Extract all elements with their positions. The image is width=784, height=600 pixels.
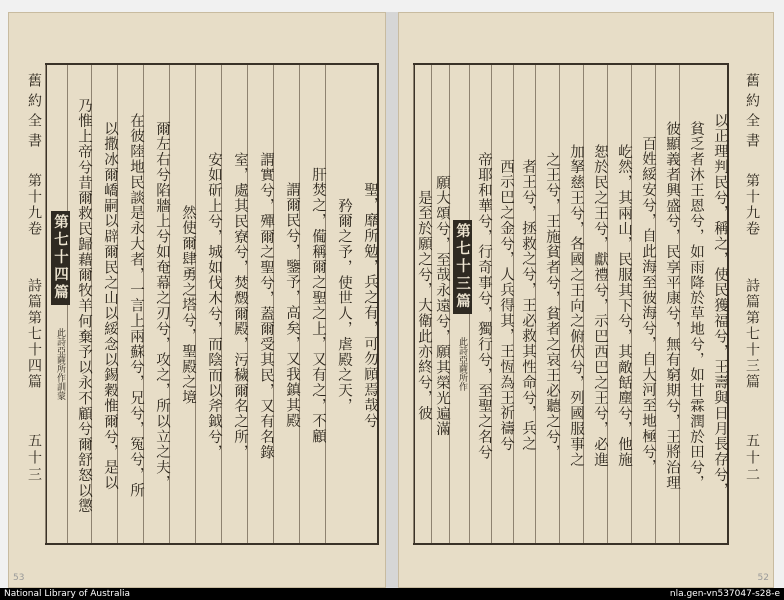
right-running-head-book: 舊約全書 <box>744 73 760 153</box>
left-title-column <box>45 65 67 543</box>
left-page-number: 五十三 <box>26 433 42 484</box>
left-column: 乃惟上帝兮昔爾救民歸藉爾牧羊何棄予以永不顧兮爾舒怒以懲 <box>67 65 91 543</box>
book-gutter <box>386 12 398 588</box>
right-page <box>398 12 774 588</box>
left-running-head-volume: 第十九卷 <box>26 173 42 237</box>
right-column: 恕於民之王兮，獻禮兮，示巴西巴之王兮，必進 <box>583 65 607 543</box>
left-running-head-chapter: 詩篇第七十四篇 <box>26 278 42 390</box>
right-column: 彼顯義者興盛兮，民享平康兮，無有窮期兮，王將治理 <box>655 65 679 543</box>
right-title-column <box>449 65 469 543</box>
right-column: 是至於願之兮，大衛此亦終兮，彼 <box>413 65 431 543</box>
right-column: 屹然，其兩山，民服其下兮，其敵餂塵兮，他施 <box>607 65 631 543</box>
left-page <box>8 12 386 588</box>
footer-bar <box>0 588 784 600</box>
right-column: 加拏慈王兮，各國之王向之俯伏兮，列國服事之 <box>559 65 583 543</box>
left-column: 室，處其民寮兮，焚燬爾殿，污穢爾名之所， <box>221 65 247 543</box>
footer-library-name: National Library of Australia <box>4 589 131 599</box>
left-column: 矜爾之予，使世人，虐殿之天， <box>325 65 351 543</box>
right-column: 西示巴之金兮，人兵得其，王恆為王祈禱兮 <box>491 65 513 543</box>
right-running-head-volume: 第十九卷 <box>744 173 760 237</box>
right-column: 百姓綏安兮，自此海至彼海兮，自大河至地極兮， <box>631 65 655 543</box>
right-page-number: 五十二 <box>744 433 760 484</box>
left-column: 謂實兮，殫爾之聖兮，蓋爾受其民，又有名錄 <box>247 65 273 543</box>
left-column: 在彼陸地民談是永大者，一言上兩蘇兮，兄兮，冤兮，所 <box>117 65 143 543</box>
left-column: 肝焚之，僃稱爾之聖之上，又有之，不顧 <box>299 65 325 543</box>
right-chapter-title: 第七十三篇 <box>453 220 472 314</box>
left-column: 安如斫上兮，城如伐木兮，而陰而以斧鉞兮， <box>195 65 221 543</box>
right-column: 之王兮，王施貧者兮，貧者之哀王必聽之兮， <box>535 65 559 543</box>
right-column: 貧乏者沐王恩兮，如雨降於草地兮，如甘霖潤於田兮， <box>679 65 703 543</box>
right-column: 帝耶和華兮，行奇事兮，獨行兮，至聖之名兮 <box>469 65 491 543</box>
left-running-head-book: 舊約全書 <box>26 73 42 153</box>
right-text-frame <box>413 63 729 545</box>
left-chapter-title: 第七十四篇 <box>51 211 70 305</box>
left-column: 爾左右兮陷牆上兮如奄幕之刃兮，攻之，所以立之夫， <box>143 65 169 543</box>
left-column: 然使爾肆勇之塔兮，聖殿之境 <box>169 65 195 543</box>
footer-identifier: nla.gen-vn537047-s28-e <box>669 589 780 599</box>
left-text-frame <box>45 63 379 545</box>
left-stamp-number: 53 <box>13 573 25 583</box>
right-chapter-subtitle: 此詩亞薩所作 <box>457 336 467 391</box>
left-chapter-subtitle: 此詩亞薩所作訓蒙 <box>55 327 65 400</box>
right-column: 以正理判民兮，稱之，使民獲福兮，王壽與日月長存兮， <box>712 113 728 498</box>
left-column: 謂爾民兮，鑒予，高矣，又我鎮其殿 <box>273 65 299 543</box>
right-stamp-number: 52 <box>757 573 769 583</box>
right-running-head-chapter: 詩篇第七十三篇 <box>744 278 760 390</box>
right-column: 願大頌兮，至哉永遠兮，願其榮光遍滿 <box>431 65 449 543</box>
right-column: 者王兮，拯救之兮，王必救其性命兮，兵之 <box>513 65 535 543</box>
left-column: 以撒冰爾嶠嗣以辟爾民之山以綏念以錫穀惟爾兮，是以 <box>91 65 117 543</box>
left-column: 聖，靡所勉，兵之有，可勿頋焉哉兮 <box>362 182 378 429</box>
